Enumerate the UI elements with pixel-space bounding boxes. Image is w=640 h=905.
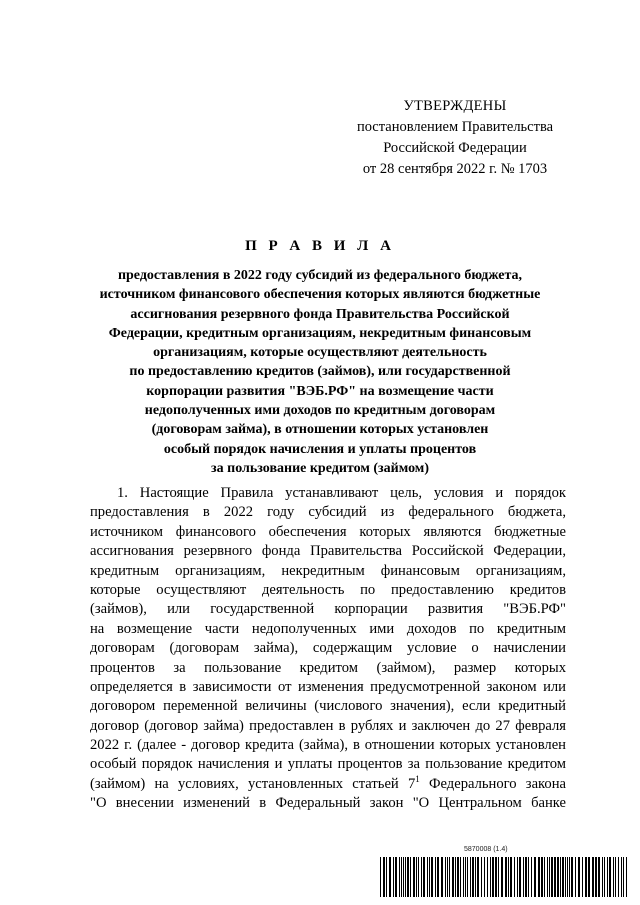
body-line: предоставления в 2022 году субсидий из федерального бюджета, xyxy=(90,504,566,521)
subtitle-line: особый порядок начисления и уплаты процентов xyxy=(163,441,477,457)
body-line: которые осуществляют деятельность по предоставлению кредитов xyxy=(90,581,566,598)
approval-block xyxy=(340,96,570,180)
subtitle-line: ассигнования резервного фонда Правительства Российской xyxy=(130,306,510,322)
body-line: особый порядок начисления и уплаты процентов за пользование кредитом xyxy=(90,756,566,773)
body-line: ассигнования резервного фонда Правительства Российской Федерации, xyxy=(90,543,566,560)
body-line: источником финансового обеспечения которых являются бюджетные xyxy=(90,523,566,540)
subtitle-line: организациям, которые осуществляют деятельность xyxy=(153,345,487,361)
body-line-text: (займом) на условиях, установленных статьей 7 xyxy=(90,775,416,792)
subtitle-line: источником финансового обеспечения которых являются бюджетные xyxy=(99,287,541,303)
document-subtitle xyxy=(80,266,560,478)
approval-line-3: от 28 сентября 2022 г. № 1703 xyxy=(362,161,548,177)
subtitle-line: (договорам займа), в отношении которых установлен xyxy=(151,422,489,438)
body-paragraph xyxy=(90,484,566,814)
body-line: (займов), или государственной корпорации развития "ВЭБ.РФ" xyxy=(90,601,566,618)
approval-line-2: Российской Федерации xyxy=(383,140,527,156)
body-line-tail: Федерального закона xyxy=(419,775,566,792)
approval-line-1: постановлением Правительства xyxy=(356,119,554,135)
body-line: определяется в зависимости от изменения предусмотренной законом или xyxy=(90,678,566,695)
body-line: договорам (договорам займа), содержащим условие о начислении xyxy=(90,640,566,657)
body-line: кредитным организациям, некредитным финансовым организациям, xyxy=(90,562,566,579)
body-line-with-superscript xyxy=(90,775,566,794)
body-line: процентов за пользование кредитом (займом), размер которых xyxy=(90,659,566,676)
document-title: П Р А В И Л А xyxy=(245,238,395,254)
subtitle-line: за пользование кредитом (займом) xyxy=(211,460,429,476)
body-line: "О внесении изменений в Федеральный закон "О Центральном банке xyxy=(90,795,566,812)
barcode xyxy=(380,846,630,898)
subtitle-line: по предоставлению кредитов (займов), или государственной xyxy=(129,364,511,380)
body-line: договор (договор займа) предоставлен в рублях и заключен до 27 февраля xyxy=(90,717,566,734)
body-line: 1. Настоящие Правила устанавливают цель, условия и порядок xyxy=(117,485,566,501)
subtitle-line: Федерации, кредитным организациям, некредитным финансовым xyxy=(108,325,532,341)
barcode-icon xyxy=(380,857,630,897)
subtitle-line: корпорации развития "ВЭБ.РФ" на возмещение части xyxy=(146,383,494,399)
subtitle-line: недополученных ими доходов по кредитным договорам xyxy=(144,403,496,419)
body-line: на возмещение части недополученных ими доходов по кредитным xyxy=(90,620,566,637)
barcode-number: 5870008 (1.4) xyxy=(464,846,508,853)
body-line: 2022 г. (далее - договор кредита (займа), в отношении которых установлен xyxy=(90,737,566,754)
subtitle-line: предоставления в 2022 году субсидий из федерального бюджета, xyxy=(117,268,523,283)
footnote-superscript: 1 xyxy=(415,774,420,784)
body-line: договором переменной величины (числового значения), если кредитный xyxy=(90,698,566,715)
approval-heading: УТВЕРЖДЕНЫ xyxy=(403,98,507,114)
